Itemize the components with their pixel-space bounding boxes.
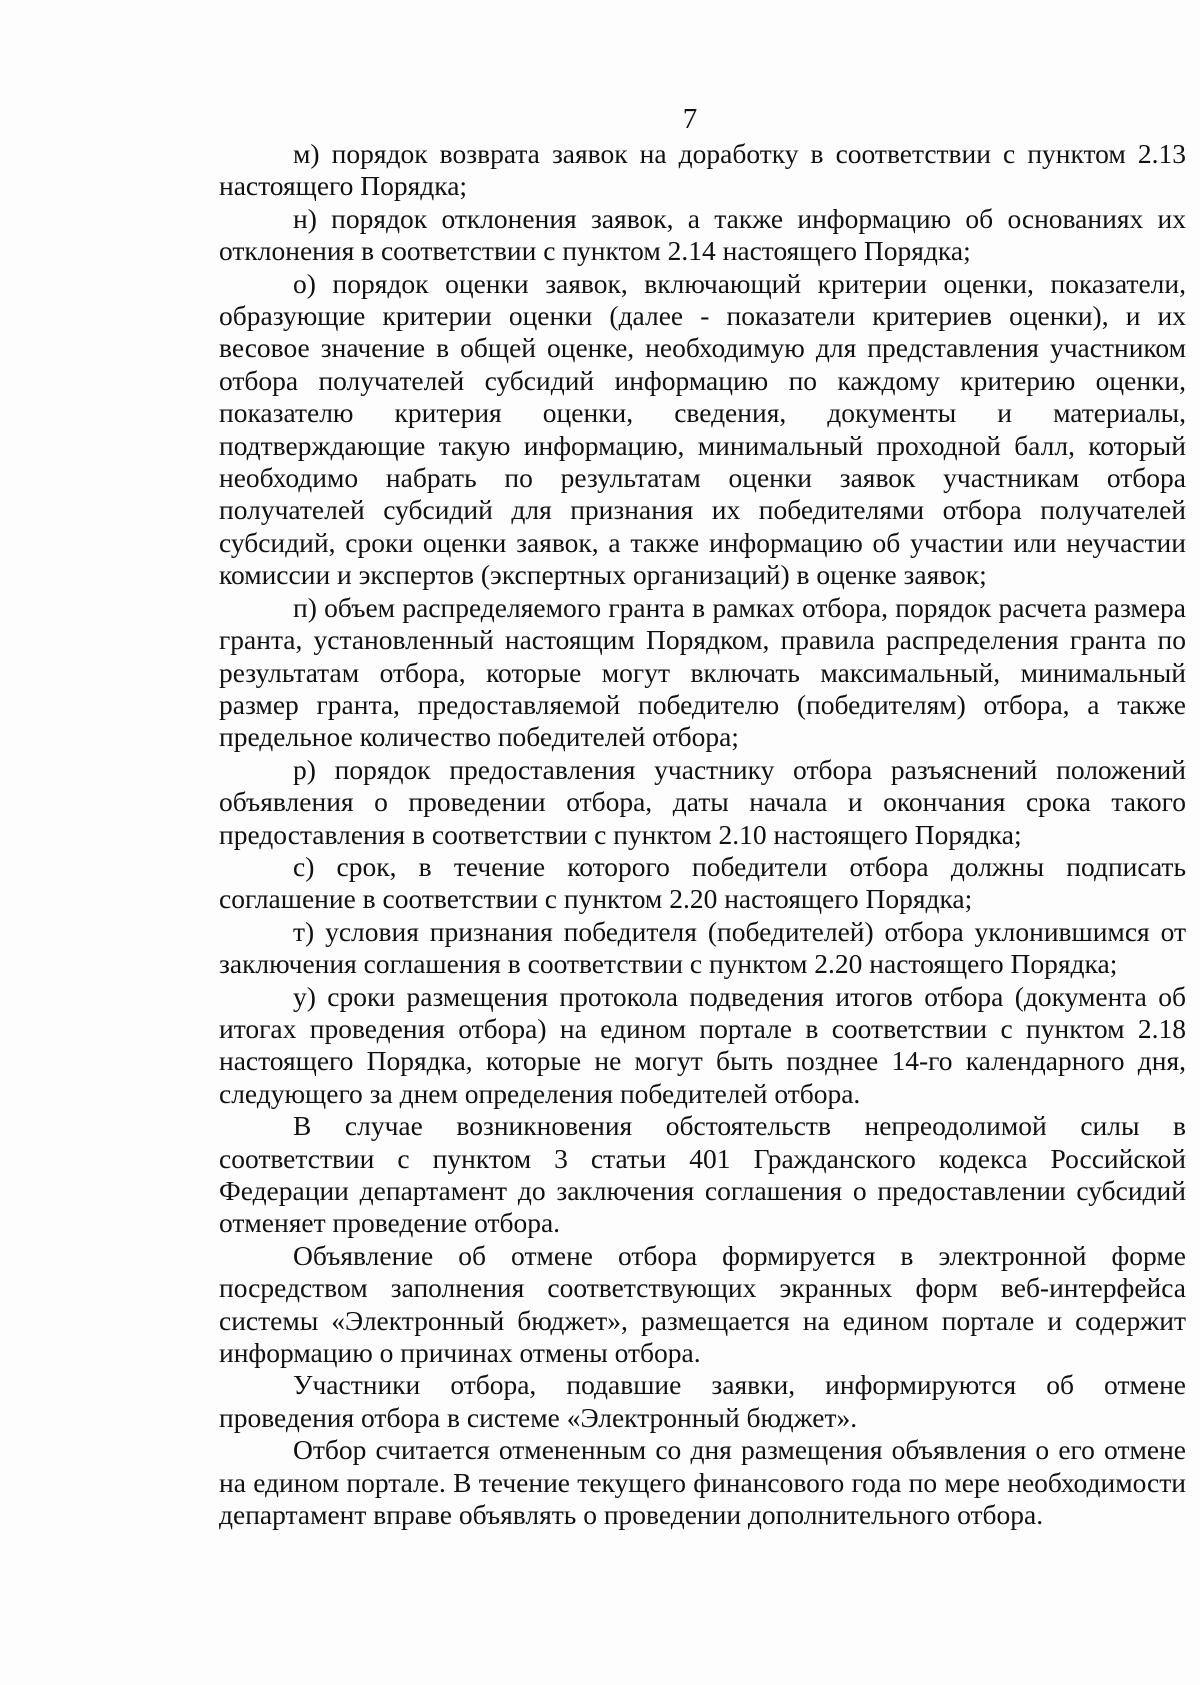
paragraph-n: н) порядок отклонения заявок, а также информацию об основаниях их отклонения в соответствии с пунктом 2.14 настоящего Порядка; bbox=[219, 202, 1186, 267]
paragraph-p: п) объем распределяемого гранта в рамках отбора, порядок расчета размера гранта, установленный настоящим Порядком, правила распределения гранта по результатам отбора, которые могут включать максимальный, минимальный размер гранта, предоставляемой победителю (победителям) отбора, а также предельное количество победителей отбора; bbox=[219, 591, 1186, 753]
page-number: 7 bbox=[682, 103, 698, 135]
paragraph-participants-informed: Участники отбора, подавшие заявки, информируются об отмене проведения отбора в системе «Электронный бюджет». bbox=[219, 1369, 1186, 1433]
paragraph-t: т) условия признания победителя (победителей) отбора уклонившимся от заключения соглашения в соответствии с пунктом 2.20 настоящего Порядка; bbox=[219, 915, 1186, 980]
paragraph-s: с) срок, в течение которого победители отбора должны подписать соглашение в соответствии с пунктом 2.20 настоящего Порядка; bbox=[219, 850, 1186, 915]
paragraph-m: м) порядок возврата заявок на доработку в соответствии с пунктом 2.13 настоящего Порядка; bbox=[219, 138, 1186, 202]
paragraph-cancellation-effective: Отбор считается отмененным со дня размещения объявления о его отмене на едином портале. В течение текущего финансового года по мере необходимости департамент вправе объявлять о проведении дополнительного отбора. bbox=[219, 1434, 1186, 1531]
paragraph-cancellation-notice: Объявление об отмене отбора формируется в электронной форме посредством заполнения соответствующих экранных форм веб-интерфейса системы «Электронный бюджет», размещается на едином портале и содержит информацию о причинах отмены отбора. bbox=[219, 1239, 1186, 1369]
paragraph-o: о) порядок оценки заявок, включающий критерии оценки, показатели, образующие критерии оценки (далее - показатели критериев оценки), и их весовое значение в общей оценке, необходимую для представления участником отбора получателей субсидий информацию по каждому критерию оценки, показателю критерия оценки, сведения, документы и материалы, подтверждающие такую информацию, минимальный проходной балл, который необходимо набрать по результатам оценки заявок участникам отбора получателей субсидий для признания их победителями отбора получателей субсидий, сроки оценки заявок, а также информацию об участии или неучастии комиссии и экспертов (экспертных организаций) в оценке заявок; bbox=[219, 267, 1186, 591]
paragraph-u: у) сроки размещения протокола подведения итогов отбора (документа об итогах проведения отбора) на едином портале в соответствии с пунктом 2.18 настоящего Порядка, которые не могут быть позднее 14-го календарного дня, следующего за днем определения победителей отбора. bbox=[219, 980, 1186, 1109]
document-body bbox=[219, 138, 1186, 1531]
paragraph-r: р) порядок предоставления участнику отбора разъяснений положений объявления о проведении отбора, даты начала и окончания срока такого предоставления в соответствии с пунктом 2.10 настоящего Порядка; bbox=[219, 753, 1186, 850]
paragraph-force-majeure: В случае возникновения обстоятельств непреодолимой силы в соответствии с пунктом 3 статьи 401 Гражданского кодекса Российской Федерации департамент до заключения соглашения о предоставлении субсидий отменяет проведение отбора. bbox=[219, 1110, 1186, 1239]
